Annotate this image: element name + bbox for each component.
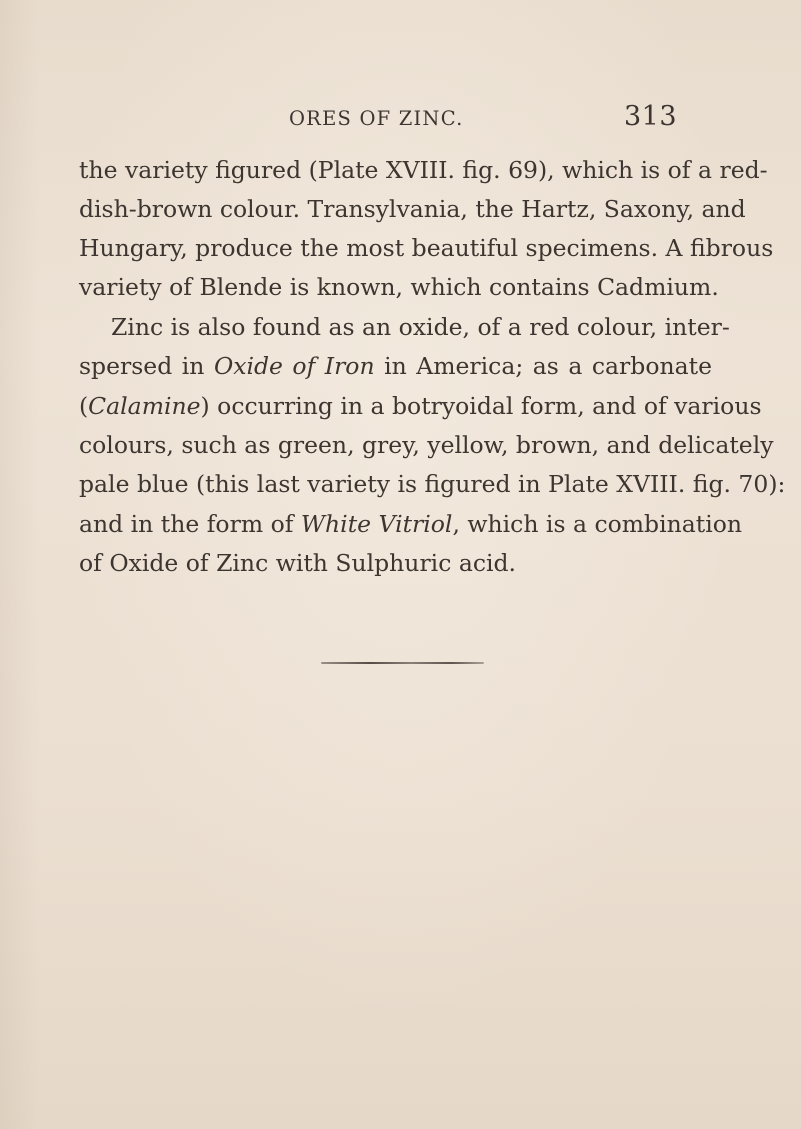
running-title: ORES OF ZINC. bbox=[289, 107, 464, 130]
text-line bbox=[79, 504, 742, 544]
text-run: ) occurring in a botryoidal form, and of various bbox=[200, 392, 762, 420]
text-line: the variety figured (Plate XVIII. fig. 69), which is of a red- bbox=[79, 156, 768, 184]
text-line: Zinc is also found as an oxide, of a red colour, inter- bbox=[111, 313, 730, 341]
text-line: of Oxide of Zinc with Sulphuric acid. bbox=[79, 549, 517, 577]
text-line: variety of Blende is known, which contains Cadmium. bbox=[79, 273, 719, 301]
text-run: ( bbox=[79, 392, 89, 420]
italic-term: White Vitriol bbox=[300, 510, 453, 538]
text-line: pale blue (this last variety is figured in Plate XVIII. fig. 70): bbox=[79, 470, 786, 498]
text-line bbox=[79, 346, 712, 386]
text-run: in America; as a carbonate bbox=[374, 352, 712, 380]
text-run: , which is a combination bbox=[452, 510, 742, 538]
page-number: 313 bbox=[624, 101, 678, 132]
text-line bbox=[79, 386, 762, 426]
text-line: Hungary, produce the most beautiful specimens. A fibrous bbox=[79, 234, 774, 262]
italic-term: Oxide of Iron bbox=[213, 352, 375, 380]
text-line: colours, such as green, grey, yellow, brown, and delicately bbox=[79, 431, 774, 459]
section-divider-rule bbox=[321, 662, 484, 664]
text-run: spersed in bbox=[79, 352, 214, 380]
text-run: and in the form of bbox=[79, 510, 301, 538]
italic-term: Calamine bbox=[88, 392, 201, 420]
text-line: dish-brown colour. Transylvania, the Hartz, Saxony, and bbox=[79, 195, 746, 223]
